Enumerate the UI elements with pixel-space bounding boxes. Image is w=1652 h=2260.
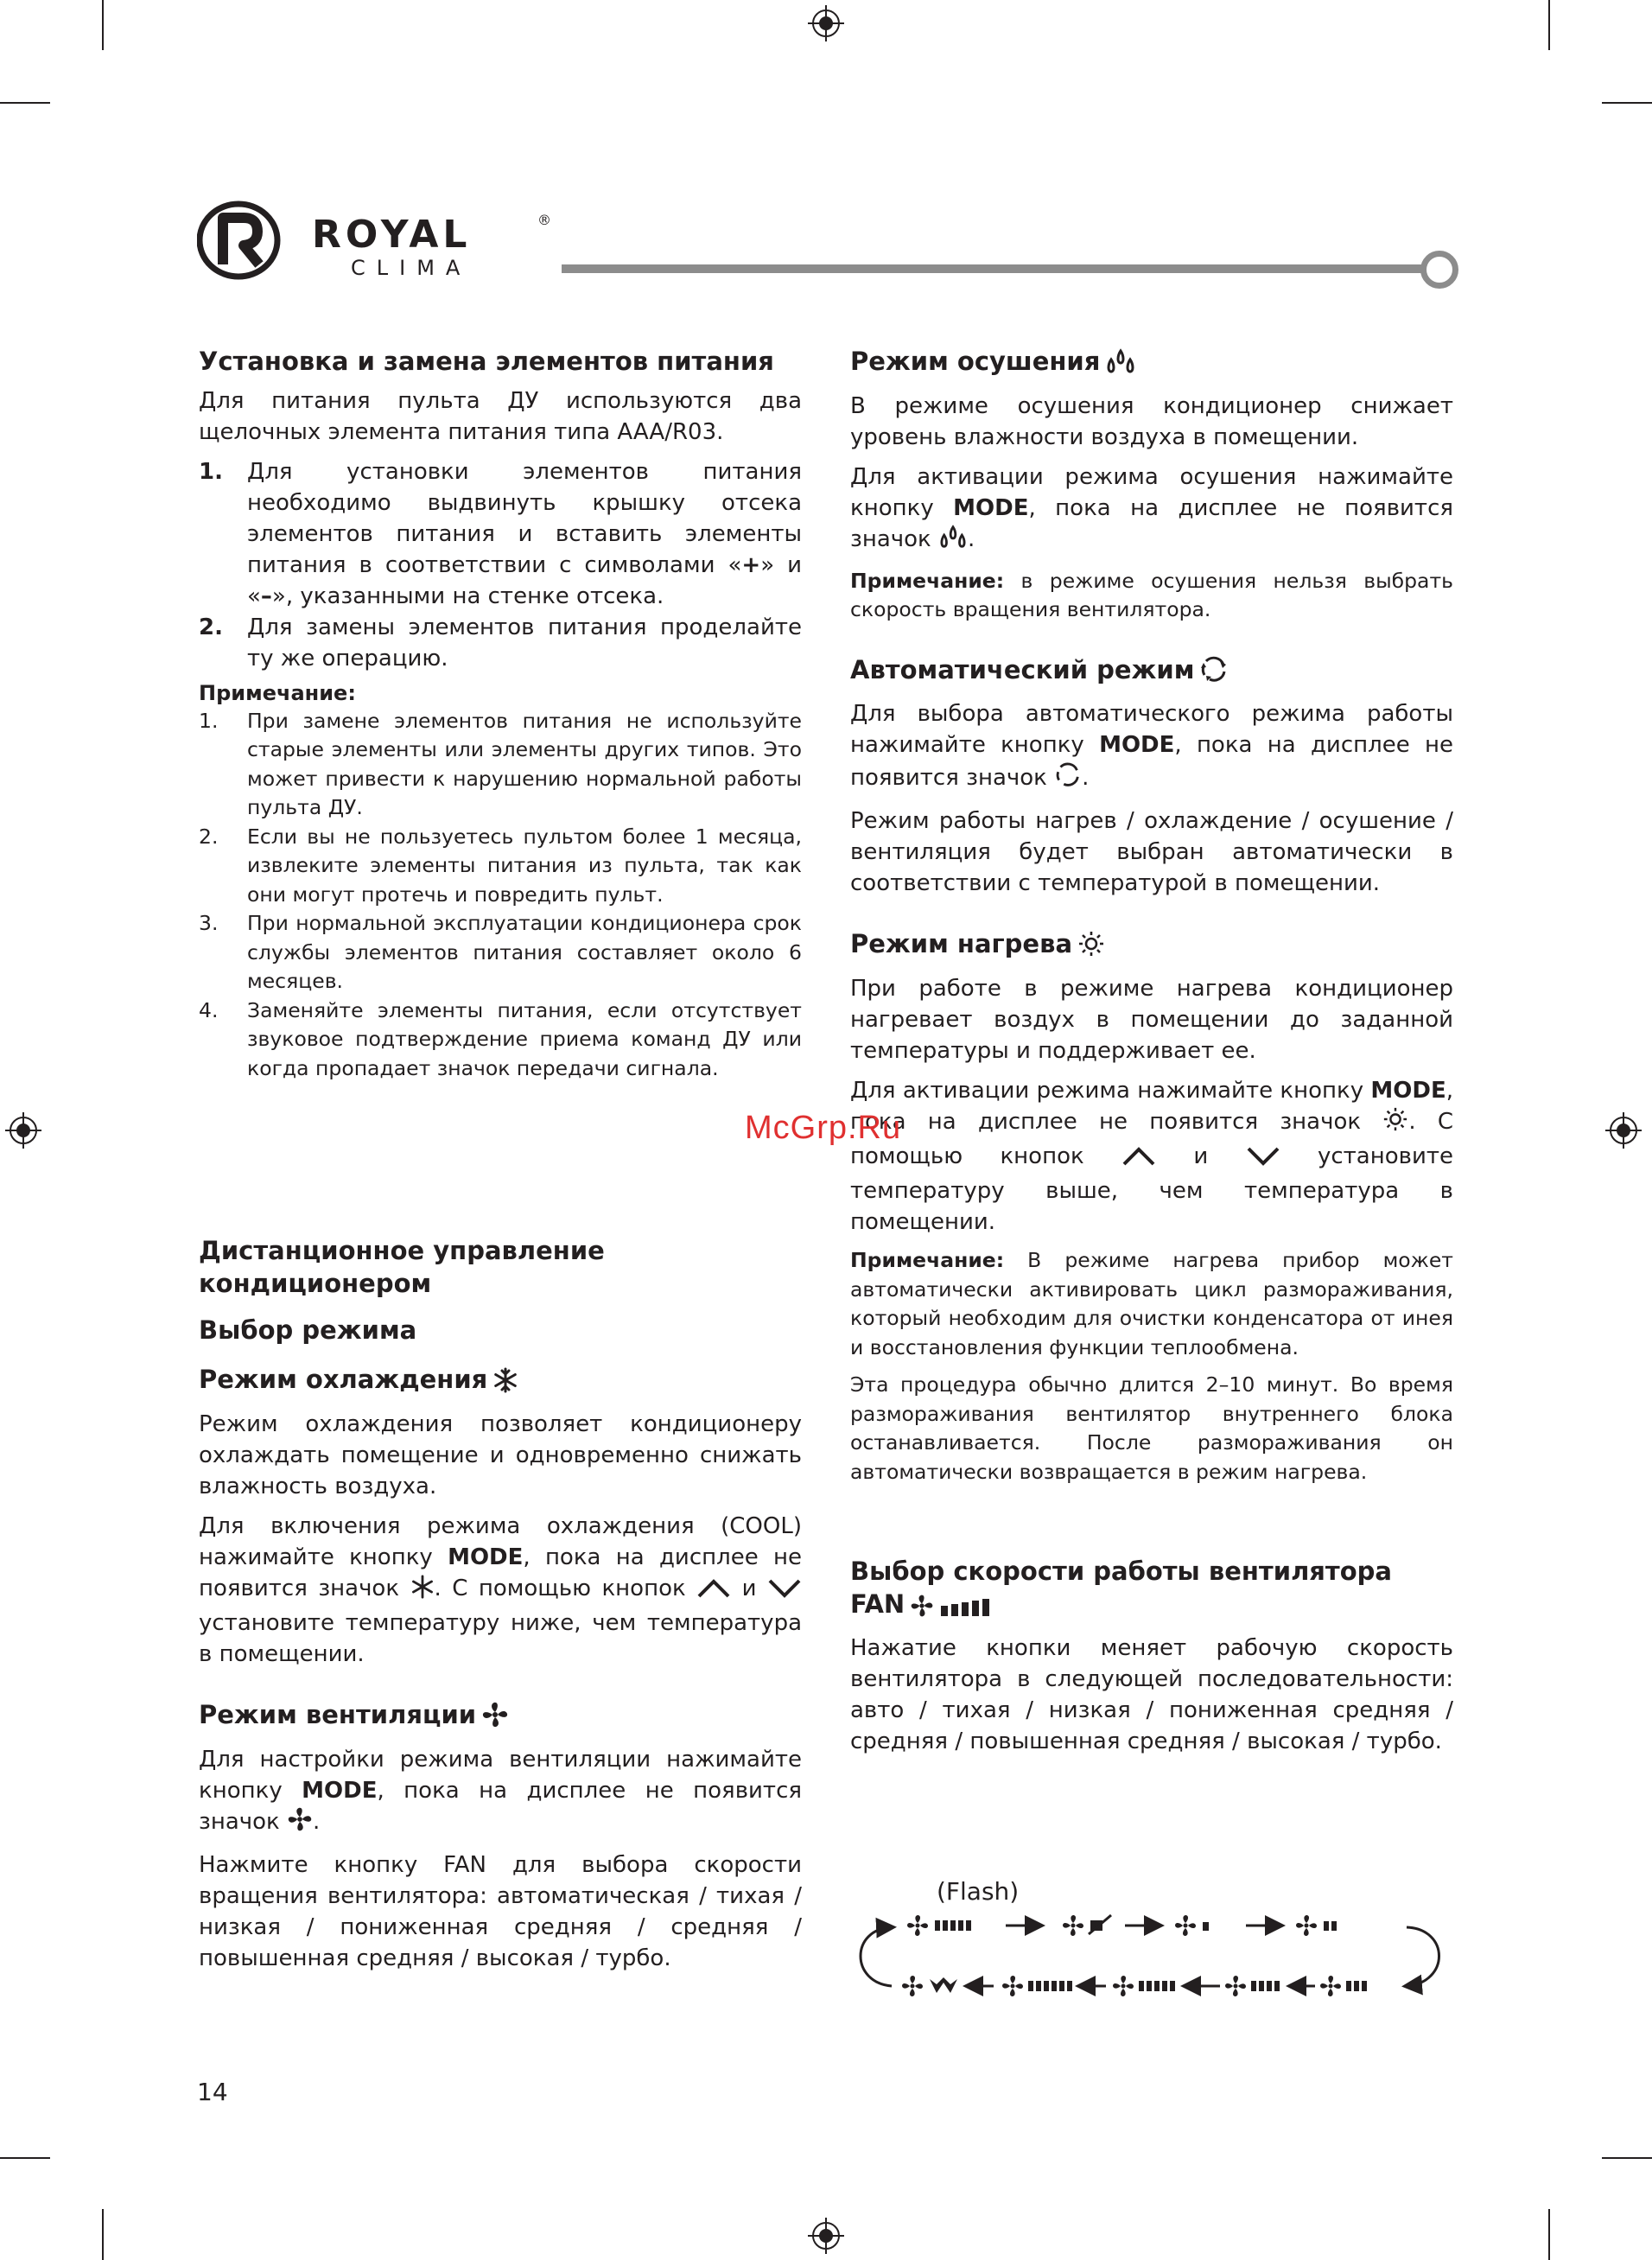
note-text: Если вы не пользуетесь пультом более 1 месяца, извлеките элементы питания из пульта, так как они могут протечь и повредить пульт. [247, 824, 802, 907]
heat-note [850, 1246, 1453, 1362]
batteries-intro: Для питания пульта ДУ используются два щелочных элемента питания типа AAA/R03. [199, 387, 802, 445]
cool-p1: Режим охлаждения позволяет кондиционеру охлаждать помещение и одновременно снижать влажность воздуха. [199, 1410, 802, 1499]
dry-p2 [850, 462, 1453, 558]
chevron-up-icon [1121, 1144, 1156, 1175]
drops-icon [1105, 347, 1136, 384]
dry-title [850, 346, 1453, 384]
loop-arrow-right-icon [1407, 1927, 1439, 1986]
fan-title-text: Режим вентиляции [199, 1699, 477, 1729]
fan-icon [1002, 1976, 1023, 1996]
mode-key: MODE [1370, 1078, 1446, 1105]
crop-mark [0, 102, 50, 104]
auto-cycle-icon [1054, 761, 1082, 797]
dry-note-text: в режиме осушения нельзя выбрать скорость вращения вентилятора. [850, 568, 1453, 622]
step-text: » и « [247, 551, 802, 609]
mode-key: MODE [448, 1544, 524, 1570]
heat-p2-text: Для активации режима нажимайте кнопку [850, 1078, 1371, 1105]
brand-name: ROYAL [312, 213, 472, 257]
dry-title-text: Режим осушения [850, 347, 1101, 376]
fan-icon [287, 1806, 313, 1841]
crop-mark [1602, 102, 1652, 104]
cool-p2-text: установите температуру ниже, чем температура в помещении. [199, 1609, 802, 1667]
remote-title [199, 1235, 802, 1300]
fan-title [199, 1699, 802, 1737]
speed-bars-icon [1139, 1981, 1175, 1991]
cool-p2 [199, 1511, 802, 1670]
auto-p1 [850, 698, 1453, 797]
right-column [850, 346, 1453, 1766]
fan-icon [907, 1915, 928, 1936]
batteries-title: Установка и замена элементов питания [199, 347, 774, 376]
mode-key: MODE [1099, 732, 1175, 759]
fan-icon [1175, 1915, 1196, 1936]
quiet-icon [1089, 1915, 1111, 1934]
crop-mark [1548, 2209, 1550, 2260]
watermark: McGrp.Ru [745, 1110, 902, 1146]
fan-speed-sequence-diagram [840, 1910, 1458, 2010]
fan-icon [910, 1594, 934, 1627]
fan-icon [902, 1976, 923, 1996]
brand-registered: ® [537, 212, 551, 228]
note-label: Примечание: [850, 1248, 1005, 1273]
auto-title [850, 654, 1453, 692]
heat-title [850, 928, 1453, 966]
turbo-icon [930, 1977, 957, 1993]
mode-select-title: Выбор режима [199, 1315, 417, 1345]
remote-title-line2: кондиционером [199, 1268, 432, 1298]
fan-p1-text: , пока на дисплее не появится значок [199, 1777, 802, 1835]
crop-mark [102, 2209, 104, 2260]
fan-icon [1225, 1976, 1246, 1996]
list-item [199, 823, 802, 910]
snowflake-icon [492, 1367, 518, 1402]
cool-title [199, 1364, 802, 1402]
cool-p2-text: , пока на дисплее не появится значок [199, 1544, 802, 1601]
registration-mark-icon [808, 2218, 844, 2254]
fanspeed-title [850, 1556, 1453, 1626]
heat-p3: Эта процедура обычно длится 2–10 минут. Во время размораживания вентилятор внутреннего блока останавливается. После размораживания он автоматически возвращается в режим нагрева. [850, 1372, 1453, 1484]
header-rule [562, 264, 1431, 273]
flash-label: (Flash) [937, 1877, 1020, 1906]
auto-p1-text: Для выбора автоматического режима работы нажимайте кнопку [850, 701, 1453, 759]
dry-p2-text: . [968, 525, 975, 552]
sequence-row-bottom [902, 1976, 1367, 1996]
heat-p2-text: установите температуру выше, чем температура в помещении. [850, 1143, 1453, 1236]
snowflake-icon [410, 1575, 435, 1607]
auto-cycle-icon [1199, 654, 1229, 692]
fan-icon [1063, 1915, 1083, 1936]
heat-note-text: В режиме нагрева прибор может автоматически активировать цикл размораживания, который необходим для очистки конденсатора от инея и восстановления функции теплообмена. [850, 1248, 1453, 1359]
step-text: », указанными на стенке отсека. [271, 583, 664, 609]
fan-icon [1296, 1915, 1317, 1936]
royal-clima-logo [197, 199, 560, 282]
auto-p1-text: . [1082, 765, 1090, 792]
mode-key: MODE [953, 494, 1029, 521]
notes-list [199, 707, 802, 1084]
cool-p2-text: и [731, 1575, 767, 1601]
dry-note [850, 567, 1453, 625]
speed-bars-icon [935, 1920, 971, 1931]
note-number: 2. [199, 824, 219, 849]
heat-p2-text: . С помощью кнопок [850, 1109, 1453, 1170]
batteries-steps [199, 456, 802, 674]
fan-p2: Нажмите кнопку FAN для выбора скорости вращения вентилятора: автоматическая / тихая / низкая / пониженная средняя / средняя / повышенная средняя / высокая / турбо. [199, 1851, 802, 1971]
list-item [199, 707, 802, 823]
speed-bars-icon [1251, 1981, 1280, 1991]
note-title: Примечание: [199, 680, 356, 705]
fan-icon [1320, 1976, 1341, 1996]
speed-bars-icon [1028, 1981, 1072, 1991]
note-number: 4. [199, 997, 219, 1022]
left-column [199, 346, 802, 1983]
dry-p2-text: , пока на дисплее не появится значок [850, 494, 1453, 552]
sun-icon [1382, 1106, 1408, 1141]
mode-key: MODE [302, 1777, 378, 1804]
note-text: При нормальной эксплуатации кондиционера срок службы элементов питания составляет около 6 месяцев. [247, 911, 802, 994]
remote-title-line1: Дистанционное управление [199, 1236, 605, 1266]
registration-mark-icon [5, 1112, 41, 1149]
heat-p1: При работе в режиме нагрева кондиционер нагревает воздух в помещении до заданной температуры и поддерживает ее. [850, 976, 1453, 1065]
header-rule-end [1420, 251, 1458, 289]
minus-symbol: – [260, 583, 272, 609]
fan-icon [481, 1701, 509, 1737]
list-item [199, 456, 802, 612]
fan-p1-text: . [313, 1808, 321, 1835]
crop-mark [102, 0, 104, 50]
step-number: 1. [199, 458, 223, 485]
loop-arrow-left-icon [861, 1927, 892, 1986]
cool-p2-text: . С помощью кнопок [434, 1575, 697, 1601]
cool-p2-text: Для включения режима охлаждения (COOL) нажимайте кнопку [199, 1512, 802, 1570]
fan-icon [1113, 1976, 1134, 1996]
sun-icon [1077, 930, 1105, 966]
auto-p1-text: , пока на дисплее не появится значок [850, 732, 1453, 792]
speed-bars-icon [1324, 1921, 1337, 1931]
page-number: 14 [197, 2078, 228, 2106]
fanspeed-title-line2: FAN [850, 1588, 905, 1619]
note-text: При замене элементов питания не используйте старые элементы или элементы других типов. Это может привести к нарушению нормальной работы пульта ДУ. [247, 708, 802, 820]
note-number: 3. [199, 911, 219, 936]
list-item [199, 612, 802, 674]
heat-title-text: Режим нагрева [850, 929, 1073, 959]
sequence-row-top [907, 1915, 1337, 1936]
dry-p1: В режиме осушения кондиционер снижает уровень влажности воздуха в помещении. [850, 392, 1453, 450]
speed-bars-icon [939, 1594, 996, 1627]
step-text: Для установки элементов питания необходимо выдвинуть крышку отсека элементов питания и вставить элементы питания в соответствии с символами « [247, 458, 802, 578]
heat-p2 [850, 1075, 1453, 1238]
cool-title-text: Режим охлаждения [199, 1365, 488, 1395]
note-label: Примечание: [850, 568, 1005, 593]
note-text: Заменяйте элементы питания, если отсутствует звуковое подтверждение приема команд ДУ или когда пропадает значок передачи сигнала. [247, 997, 802, 1080]
list-item [199, 909, 802, 996]
chevron-down-icon [1246, 1144, 1280, 1175]
fanspeed-p1: Нажатие кнопки меняет рабочую скорость вентилятора в следующей последовательности: авто / тихая / низкая / пониженная средняя / средняя / повышенная средняя / высокая / турбо. [850, 1635, 1453, 1755]
chevron-up-icon [696, 1576, 731, 1607]
registration-mark-icon [1605, 1112, 1642, 1149]
heat-p2-text: , пока на дисплее не появится значок [850, 1078, 1453, 1136]
speed-bars-icon [1346, 1981, 1367, 1991]
fanspeed-title-line1: Выбор скорости работы вентилятора [850, 1557, 1392, 1587]
fan-p1-text: Для настройки режима вентиляции нажимайте кнопку [199, 1746, 802, 1804]
dry-p2-text: Для активации режима осушения нажимайте кнопку [850, 463, 1453, 521]
list-item [199, 996, 802, 1084]
heat-p2-text: и [1156, 1143, 1246, 1170]
crop-mark [0, 2157, 50, 2159]
speed-bars-icon [1203, 1922, 1209, 1931]
note-number: 1. [199, 708, 219, 733]
step-text: Для замены элементов питания проделайте ту же операцию. [247, 614, 802, 672]
registration-mark-icon [808, 5, 844, 41]
drops-icon [938, 524, 968, 558]
auto-p2: Режим работы нагрев / охлаждение / осушение / вентиляция будет выбран автоматически в соответствии с температурой в помещении. [850, 808, 1453, 897]
crop-mark [1602, 2157, 1652, 2159]
plus-symbol: + [741, 551, 761, 578]
chevron-down-icon [767, 1576, 802, 1607]
auto-title-text: Автоматический режим [850, 654, 1195, 684]
crop-mark [1548, 0, 1550, 50]
fan-p1 [199, 1744, 802, 1841]
brand-sub: CLIMA [351, 256, 472, 280]
step-number: 2. [199, 614, 223, 640]
